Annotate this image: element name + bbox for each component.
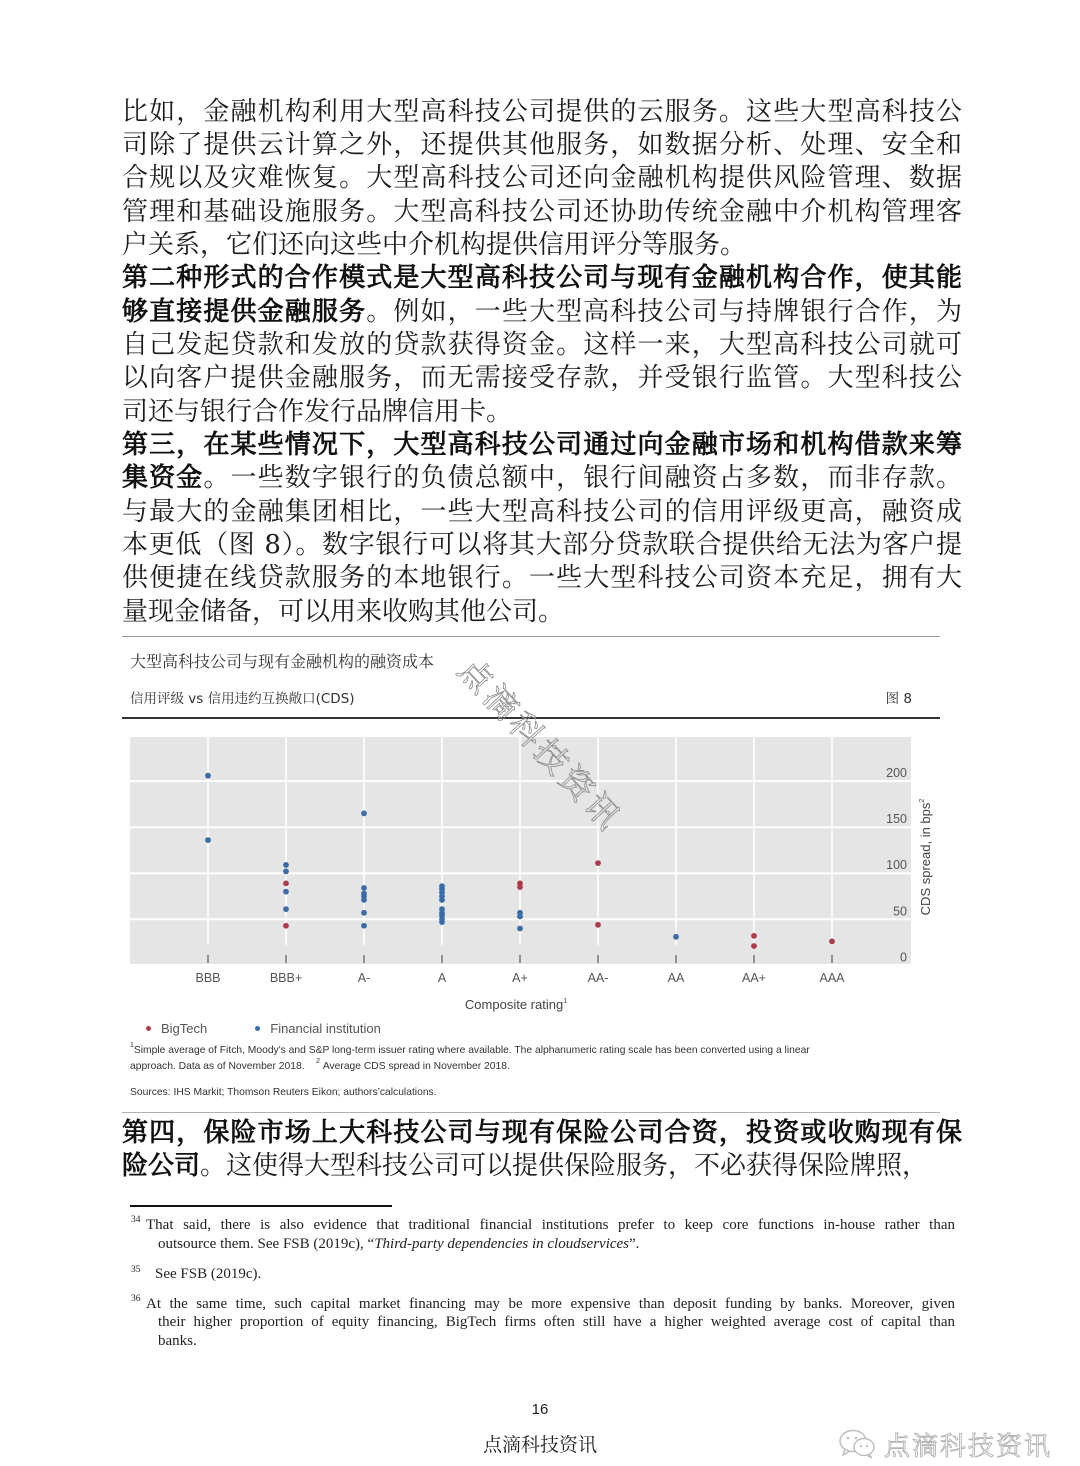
bold-lead: 够直接提供金融服务	[122, 296, 367, 327]
footnote-separator	[130, 1205, 392, 1207]
chart-title: 大型高科技公司与现有金融机构的融资成本	[130, 652, 435, 671]
data-point-financial-institution	[439, 897, 445, 903]
text-line: 供便捷在线贷款服务的本地银行。一些大型科技公司资本充足，拥有大	[122, 563, 962, 594]
data-point-bigtech	[517, 884, 523, 890]
legend-dot-icon	[255, 1026, 260, 1031]
data-point-bigtech	[829, 938, 835, 944]
wechat-account-name: 点滴科技资讯	[884, 1431, 1053, 1462]
data-point-financial-institution	[673, 934, 679, 940]
x-tick-label: AA-	[587, 971, 609, 985]
data-point-bigtech	[283, 923, 289, 929]
data-point-bigtech	[751, 943, 757, 949]
data-point-financial-institution	[439, 919, 445, 925]
chart-subtitle: 信用评级 vs 信用违约互换敞口(CDS)	[130, 691, 355, 707]
data-point-bigtech	[751, 933, 757, 939]
legend-dot-icon	[146, 1026, 151, 1031]
bold-lead: 第四，保险市场上大科技公司与现有保险公司合资，投资或收购现有保	[122, 1117, 962, 1148]
text-line: 比如，金融机构利用大型高科技公司提供的云服务。这些大型高科技公	[122, 96, 962, 127]
footnote-line: At the same time, such capital market financing may be more expensive than deposit funding by banks. Moreover, given	[146, 1296, 955, 1312]
x-tick-label: A-	[357, 971, 371, 985]
footnote-number: 34	[131, 1215, 141, 1225]
text-line: 够直接提供金融服务。例如，一些大型高科技公司与持牌银行合作，为	[122, 296, 962, 327]
data-point-financial-institution	[283, 906, 289, 912]
y-tick-label: 200	[886, 766, 907, 781]
footnote-line: That said, there is also evidence that traditional financial institutions prefer to keep core functions in-house rather than	[146, 1217, 955, 1233]
bold-lead: 第三，在某些情况下，大型高科技公司通过向金融市场和机构借款来筹	[122, 429, 962, 460]
data-point-financial-institution	[361, 910, 367, 916]
data-point-bigtech	[283, 880, 289, 886]
text-line: 本更低（图 8）。数字银行可以将其大部分贷款联合提供给无法为客户提	[122, 529, 962, 560]
text-line: 险公司。这使得大型科技公司可以提供保险服务，不必获得保险牌照，	[122, 1150, 929, 1181]
chart-legend	[140, 1019, 423, 1037]
x-axis-title-marker: 1	[563, 998, 568, 1005]
data-point-financial-institution	[205, 773, 211, 779]
bold-lead: 险公司	[122, 1150, 201, 1181]
text-line: 合规以及灾难恢复。大型高科技公司还向金融机构提供风险管理、数据	[122, 163, 962, 194]
figure-number: 图 8	[885, 691, 912, 707]
data-point-financial-institution	[283, 862, 289, 868]
wechat-icon	[838, 1428, 878, 1460]
page-number: 16	[531, 1401, 549, 1418]
data-point-financial-institution	[283, 869, 289, 875]
text-line: 户关系，它们还向这些中介机构提供信用评分等服务。	[122, 229, 747, 260]
data-point-financial-institution	[361, 811, 367, 817]
data-point-financial-institution	[361, 885, 367, 891]
y-axis-title-marker: 2	[919, 798, 926, 803]
x-axis-title: Composite rating$^1$	[464, 997, 568, 1012]
data-point-financial-institution	[517, 926, 523, 932]
text-line	[122, 262, 962, 295]
x-tick-label: AA+	[742, 971, 766, 985]
text-line: 集资金。一些数字银行的负债总额中，银行间融资占多数，而非存款。	[122, 463, 962, 494]
legend-item-financial-institution	[249, 1021, 381, 1036]
text-line: 量现金储备，可以用来收购其他公司。	[122, 596, 565, 627]
figure-top-rule	[122, 636, 940, 637]
data-point-financial-institution	[361, 897, 367, 903]
legend-label: Financial institution	[270, 1020, 381, 1036]
x-tick-label: BBB	[195, 971, 221, 985]
footnote-line: outsource them. See FSB (2019c), “Third-party dependencies in cloudservices”.	[158, 1236, 640, 1252]
wechat-watermark	[838, 1427, 1052, 1461]
x-tick-label: A	[437, 971, 447, 985]
data-point-financial-institution	[361, 923, 367, 929]
cited-title: Third-party dependencies in cloudservices	[374, 1236, 630, 1252]
data-point-financial-institution	[205, 837, 211, 843]
text-line: 自己发起贷款和发放的贷款获得资金。这样一来，大型高科技公司就可	[122, 329, 962, 360]
text-line: 与最大的金融集团相比，一些大型高科技公司的信用评级更高，融资成	[122, 496, 962, 527]
data-point-financial-institution	[283, 889, 289, 895]
text-line: 司除了提供云计算之外，还提供其他服务，如数据分析、处理、安全和	[122, 129, 962, 160]
footnote-number: 35	[131, 1265, 141, 1275]
data-point-bigtech	[595, 860, 601, 866]
footnote-line: See FSB (2019c).	[155, 1266, 262, 1282]
legend-item-bigtech	[140, 1021, 207, 1036]
bold-lead: 第二种形式的合作模式是大型高科技公司与现有金融机构合作，使其能	[122, 263, 962, 294]
x-tick-label: A+	[512, 971, 528, 985]
y-tick-label: 100	[886, 858, 907, 873]
x-tick-label: BBB+	[269, 971, 303, 985]
footnote-number: 36	[131, 1294, 141, 1304]
figure-bottom-rule	[122, 1112, 940, 1113]
figure-header-rule	[122, 717, 940, 719]
text-line: 司还与银行合作发行品牌信用卡。	[122, 396, 513, 427]
y-tick-label: 150	[886, 812, 907, 827]
footnote-line: their higher proportion of equity financing, BigTech firms often still have a higher weighted average cost of capital than	[158, 1314, 955, 1330]
text-line	[122, 429, 962, 462]
text-line	[122, 1117, 962, 1150]
chart-note-line: approach. Data as of November 2018. $^2$ Average CDS spread in November 2018.	[130, 1058, 510, 1072]
data-point-bigtech	[595, 922, 601, 928]
x-tick-label: AA	[667, 971, 685, 985]
y-tick-label: 0	[900, 950, 907, 965]
text-line: 管理和基础设施服务。大型高科技公司还协助传统金融中介机构管理客	[122, 196, 962, 227]
bold-lead: 集资金	[122, 463, 204, 494]
chart-sources: Sources: IHS Markit; Thomson Reuters Eikon; authors’calculations.	[130, 1087, 437, 1098]
footnote-line: banks.	[158, 1333, 197, 1349]
y-axis-title: CDS spread, in bps$^2$	[918, 798, 933, 916]
scatter-chart	[130, 737, 911, 999]
data-point-financial-institution	[517, 914, 523, 920]
y-tick-label: 50	[893, 904, 907, 919]
chart-note-line: $^1$Simple average of Fitch, Moody's and S&P long-term issuer rating where available. The alphanumeric rating scale has been converted using a linear	[130, 1042, 810, 1056]
publisher-name: 点滴科技资讯	[482, 1434, 597, 1456]
text-line: 以向客户提供金融服务，而无需接受存款，并受银行监管。大型科技公	[122, 363, 962, 394]
legend-label: BigTech	[161, 1020, 208, 1036]
x-tick-label: AAA	[819, 971, 845, 985]
